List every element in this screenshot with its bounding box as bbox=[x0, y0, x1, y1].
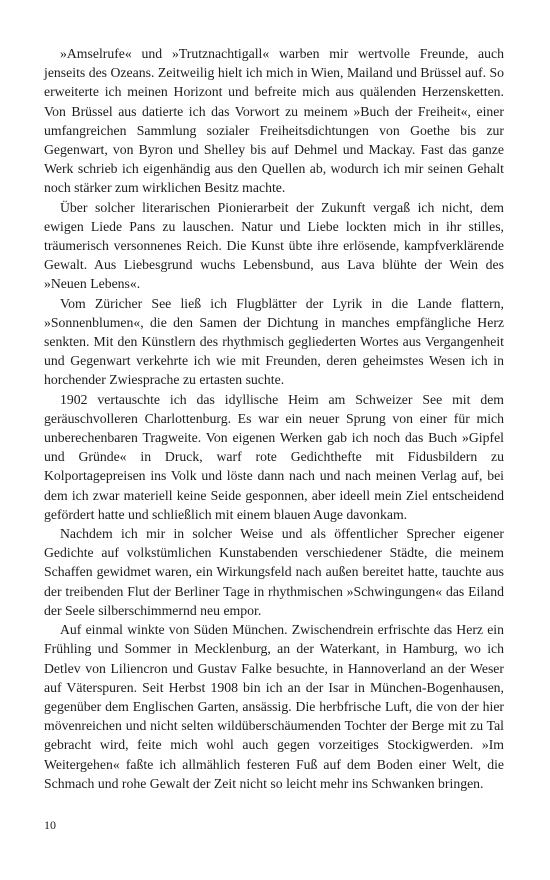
paragraph-4: 1902 vertauschte ich das idyllische Heim am Schweizer See mit dem geräuschvolleren Charlottenburg. Es war ein neuer Sprung von einer für mich unberechenbaren Tragweite. Von eigenen Werken gab ich noch das Buch »Gipfel und Gründe« in Druck, warf rote Gedichthefte mit Fidusbildern zu Kolportagepreisen ins Volk und löste dann nach und nach meinen Verlag auf, bei dem ich zwar materiell keine Seide gesponnen, aber ideell mein Ziel entscheidend gefördert hatte und schließlich mit einem blauen Auge davonkam. bbox=[44, 391, 504, 522]
paragraph-2: Über solcher literarischen Pionierarbeit der Zukunft vergaß ich nicht, dem ewigen Liede Pans zu lauschen. Natur und Liebe lockten mich in ihr stilles, träumerisch versonnenes Reich. Die Kunst übte ihre erlösende, kampfverklärende Gewalt. Aus Liebesgrund wuchs Lebensbund, aus Lava blühte der Wein des »Neuen Lebens«. bbox=[44, 199, 504, 292]
paragraph-5: Nachdem ich mir in solcher Weise und als öffentlicher Sprecher eigener Gedichte auf volkstümlichen Kunstabenden verschiedener Städte, die meinem Schaffen gewidmet waren, ein Wirkungsfeld nach außen bereitet hatte, tauchte aus der treibenden Flut der Berliner Tage in rhythmischen »Schwingungen« das Eiland der Seele silberschimmernd neu empor. bbox=[44, 526, 504, 618]
page-number: 10 bbox=[44, 818, 56, 832]
page-body bbox=[44, 44, 504, 793]
paragraph-3: Vom Züricher See ließ ich Flugblätter der Lyrik in die Lande flattern, »Sonnenblumen«, die den Samen der Dichtung in manches empfängliche Herz senkten. Mit den Künstlern des rhythmisch gegliederten Wortes aus Vergangenheit und Gegenwart verkehrte ich wie mit Freunden, deren geheimstes Wesen ich in horchender Zwiesprache zu ertasten suchte. bbox=[44, 295, 504, 388]
paragraph-6: Auf einmal winkte von Süden München. Zwischendrein erfrischte das Herz ein Frühling und Sommer in Mecklenburg, an der Waterkant, in Hamburg, wo ich Detlev von Liliencron und Gustav Falke besuchte, in Hannoverland an der Weser auf Väterspuren. Seit Herbst 1908 bin ich an der Isar in München-Bogenhausen, gegenüber dem Englischen Garten, ansässig. Die herbfrische Luft, die von der hier mövenreichen und nicht selten wildüberschäumenden Tochter der Berge mit zu Tal gebracht wird, feite mich wohl auch gegen vorzeitiges Stockigwerden. »Im Weitergehen« faßte ich allmählich festeren Fuß auf dem Boden einer Welt, die Schmach und rohe Gewalt der Zeit nicht so leicht mehr ins Schwanken bringen. bbox=[44, 622, 504, 791]
paragraph-1: »Amselrufe« und »Trutznachtigall« warben mir wertvolle Freunde, auch jenseits des Ozeans. Zeitweilig hielt ich mich in Wien, Mailand und Brüssel auf. So erweiterte ich meinen Horizont und befreite mich aus quälenden Herzensketten. Von Brüssel aus datierte ich das Vorwort zu meinem »Buch der Freiheit«, einer umfangreichen Sammlung sozialer Freiheitsdichtungen von Goethe bis zur Gegenwart, von Byron und Shelley bis auf Dehmel und Mackay. Fast das ganze Werk schrieb ich eigenhändig aus den Quellen ab, wodurch ich mir seinen Gehalt noch stärker zum wirklichen Besitz machte. bbox=[44, 46, 504, 196]
